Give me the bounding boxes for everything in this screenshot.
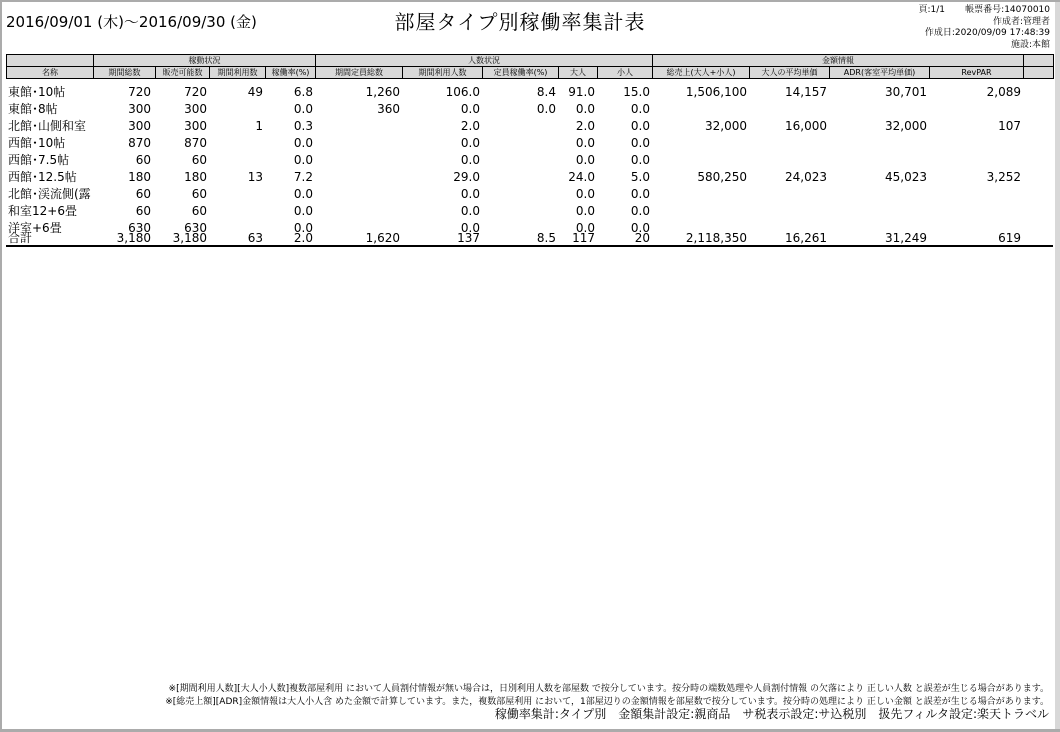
table-cell [315,134,402,151]
table-cell [829,185,929,202]
table-cell: 0.0 [536,101,556,116]
footer-settings: 稼働率集計:タイプ別 金額集計設定:親商品 サ税表示設定:サ込税別 扱先フィルタ設定:楽天トラベル [494,707,1049,721]
table-cell: 3,252 [986,169,1021,184]
table-cell: 106.0 [445,84,480,99]
table-cell-blank [1023,202,1053,219]
table-row [6,185,1053,202]
group-blank-end [1024,55,1054,67]
table-cell [315,168,402,185]
table-cell: 0.0 [575,152,595,167]
table-cell: 2,089 [986,84,1021,99]
total-cell: 8.5 [536,230,556,245]
table-cell: 0.0 [575,135,595,150]
table-cell: 0.0 [293,101,313,116]
table-cell [482,151,558,168]
group-amount: 金額情報 [653,55,1024,67]
table-cell [652,185,749,202]
col-name: 名称 [7,67,94,79]
total-cell: 137 [457,230,480,245]
table-row [6,202,1053,219]
table-cell-blank [1023,117,1053,134]
table-cell: 29.0 [453,169,480,184]
table-cell [749,202,829,219]
total-cell: 2.0 [293,230,313,245]
table-cell [829,134,929,151]
table-cell-blank [1023,168,1053,185]
table-cell: 630 [184,220,207,235]
table-cell: 300 [128,101,151,116]
table-cell: 720 [128,84,151,99]
table-cell-blank [1023,151,1053,168]
col-capacity-total: 期間定員総数 [316,67,403,79]
col-used: 期間利用数 [210,67,266,79]
table-cell [829,202,929,219]
table-cell: 8.4 [536,84,556,99]
footer-note-1: ※[期間利用人数][大人小人数]複数部屋利用 において人員割付情報が無い場合は，日別利用人数を部屋数 で按分しています。按分時の端数処理や人員割付情報 の欠落により 正しい人数 と誤差が生じる場合があります。 [168,684,1049,694]
table-cell [929,151,1023,168]
room-type-name: 西館･10帖 [8,136,66,150]
table-cell: 0.0 [293,203,313,218]
table-cell [652,100,749,117]
table-cell: 91.0 [568,84,595,99]
table-cell: 0.0 [460,186,480,201]
table-row [6,100,1053,117]
total-cell: 619 [998,230,1021,245]
col-period-total: 期間総数 [94,67,156,79]
col-sellable: 販売可能数 [156,67,210,79]
total-table [6,229,1053,246]
room-type-name: 西館･12.5帖 [8,170,77,184]
table-cell: 60 [135,186,151,201]
table-cell: 300 [128,118,151,133]
table-cell: 1,506,100 [685,84,747,99]
table-cell: 0.0 [630,152,650,167]
table-cell [209,151,265,168]
col-capacity-rate: 定員稼働率(%) [483,67,559,79]
table-cell: 1 [255,118,263,133]
col-total-sales: 総売上(大人+小人) [653,67,750,79]
scrollbar[interactable] [1055,2,1060,729]
table-cell: 30,701 [885,84,927,99]
table-cell [482,117,558,134]
table-cell: 720 [184,84,207,99]
table-cell: 16,000 [785,118,827,133]
table-cell [749,185,829,202]
date-range: 2016/09/01 (木)～2016/09/30 (金) [6,13,257,31]
table-cell [209,202,265,219]
col-guest-count: 期間利用人数 [403,67,483,79]
table-cell-blank [1023,134,1053,151]
table-cell [315,185,402,202]
total-row [6,229,1053,246]
total-cell: 1,620 [365,230,400,245]
group-occupancy: 稼動状況 [94,55,316,67]
facility: 施設:本館 [1010,39,1050,50]
table-row [6,134,1053,151]
col-revpar: RevPAR [930,67,1024,79]
col-adults: 大人 [559,67,598,79]
created-at: 作成日:2020/09/09 17:48:39 [924,28,1050,38]
table-cell: 60 [135,203,151,218]
table-cell: 0.0 [460,203,480,218]
footer-note-2: ※[総売上額][ADR]金額情報は大人小人含 めた金額で計算しています。また，複数部屋利用 において，1部屋辺りの金額情報を部屋数で按分しています。按分時の処理により 正しい金額 と誤差が生じる場合があります。 [165,696,1049,707]
col-blank-end [1024,67,1054,79]
room-type-name: 東館･10帖 [8,85,66,99]
col-children: 小人 [598,67,653,79]
table-cell [209,134,265,151]
room-type-name: 北館･山側和室 [8,119,87,133]
table-cell: 360 [377,101,400,116]
table-cell: 2.0 [575,118,595,133]
table-cell [929,100,1023,117]
group-blank [7,55,94,67]
table-cell [209,100,265,117]
table-cell: 0.0 [630,101,650,116]
table-cell [749,151,829,168]
table-cell: 0.0 [460,152,480,167]
table-row [6,151,1053,168]
table-cell [652,151,749,168]
table-cell: 0.0 [575,220,595,235]
table-cell [929,134,1023,151]
table-cell: 0.0 [575,101,595,116]
table-cell: 0.0 [293,220,313,235]
table-cell: 49 [247,84,263,99]
table-cell: 0.0 [630,220,650,235]
col-adr: ADR(客室平均単価) [830,67,930,79]
column-header [6,54,1054,79]
table-cell-blank [1023,185,1053,202]
table-row [6,117,1053,134]
total-cell: 3,180 [172,230,207,245]
table-bottom-rule [6,245,1053,247]
total-cell: 2,118,350 [685,230,747,245]
table-cell: 870 [184,135,207,150]
table-cell [652,134,749,151]
table-cell: 0.0 [460,101,480,116]
table-cell: 0.0 [630,203,650,218]
total-cell: 20 [634,230,650,245]
table-cell: 630 [128,220,151,235]
total-cell: 合計 [8,231,33,245]
report-meta [918,5,1050,51]
room-type-name: 洋室+6畳 [8,221,62,235]
table-cell: 180 [128,169,151,184]
table-cell: 60 [191,152,207,167]
data-table [6,83,1053,236]
table-cell [315,202,402,219]
table-cell [482,185,558,202]
room-type-name: 北館･渓流側(露 [8,187,91,201]
table-cell: 0.0 [575,203,595,218]
table-cell: 0.0 [630,186,650,201]
table-cell: 2.0 [460,118,480,133]
table-cell: 107 [998,118,1021,133]
total-cell: 31,249 [885,230,927,245]
table-cell: 0.0 [293,186,313,201]
table-cell [829,151,929,168]
table-cell-blank [1023,83,1053,100]
table-cell: 300 [184,101,207,116]
table-cell: 24,023 [785,169,827,184]
table-cell: 60 [191,203,207,218]
group-guests: 人数状況 [316,55,653,67]
table-cell: 24.0 [568,169,595,184]
total-cell: 63 [247,230,263,245]
table-cell: 60 [135,152,151,167]
room-type-name: 東館･8帖 [8,102,58,116]
table-cell: 0.3 [293,118,313,133]
creator: 作成者:管理者 [992,16,1050,27]
table-cell [929,202,1023,219]
footer [165,683,1049,721]
table-cell [482,168,558,185]
table-cell: 0.0 [630,118,650,133]
table-cell: 15.0 [623,84,650,99]
table-cell: 0.0 [630,135,650,150]
table-cell [315,117,402,134]
table-cell [829,100,929,117]
report-title: 部屋タイプ別稼働率集計表 [394,10,646,34]
table-cell: 0.0 [460,135,480,150]
total-cell: 117 [572,230,595,245]
table-cell: 0.0 [293,152,313,167]
total-cell: 16,261 [785,230,827,245]
table-cell: 300 [184,118,207,133]
table-cell: 580,250 [697,169,747,184]
table-cell: 0.0 [460,220,480,235]
table-cell [929,185,1023,202]
table-cell: 32,000 [885,118,927,133]
table-cell [209,185,265,202]
page-number: 頁:1/1 [918,5,945,15]
room-type-name: 和室12+6畳 [8,204,77,218]
form-number: 帳票番号:14070010 [965,5,1050,15]
table-cell: 0.0 [575,186,595,201]
col-adult-avg: 大人の平均単価 [750,67,830,79]
table-row [6,83,1053,100]
table-cell: 7.2 [293,169,313,184]
table-cell: 60 [191,186,207,201]
table-cell [482,134,558,151]
table-cell: 45,023 [885,169,927,184]
room-type-name: 西館･7.5帖 [8,153,70,167]
table-cell [749,134,829,151]
table-cell: 180 [184,169,207,184]
table-cell: 6.8 [293,84,313,99]
table-cell: 5.0 [630,169,650,184]
table-cell: 13 [247,169,263,184]
table-cell: 14,157 [785,84,827,99]
table-cell: 0.0 [293,135,313,150]
table-cell [652,202,749,219]
col-occupancy-rate: 稼働率(%) [266,67,316,79]
table-row [6,168,1053,185]
table-cell [315,151,402,168]
table-cell: 870 [128,135,151,150]
total-cell: 3,180 [116,230,151,245]
table-cell: 32,000 [705,118,747,133]
total-cell-blank [1023,229,1053,246]
table-cell [482,202,558,219]
table-cell-blank [1023,100,1053,117]
table-cell [749,100,829,117]
table-cell: 1,260 [365,84,400,99]
